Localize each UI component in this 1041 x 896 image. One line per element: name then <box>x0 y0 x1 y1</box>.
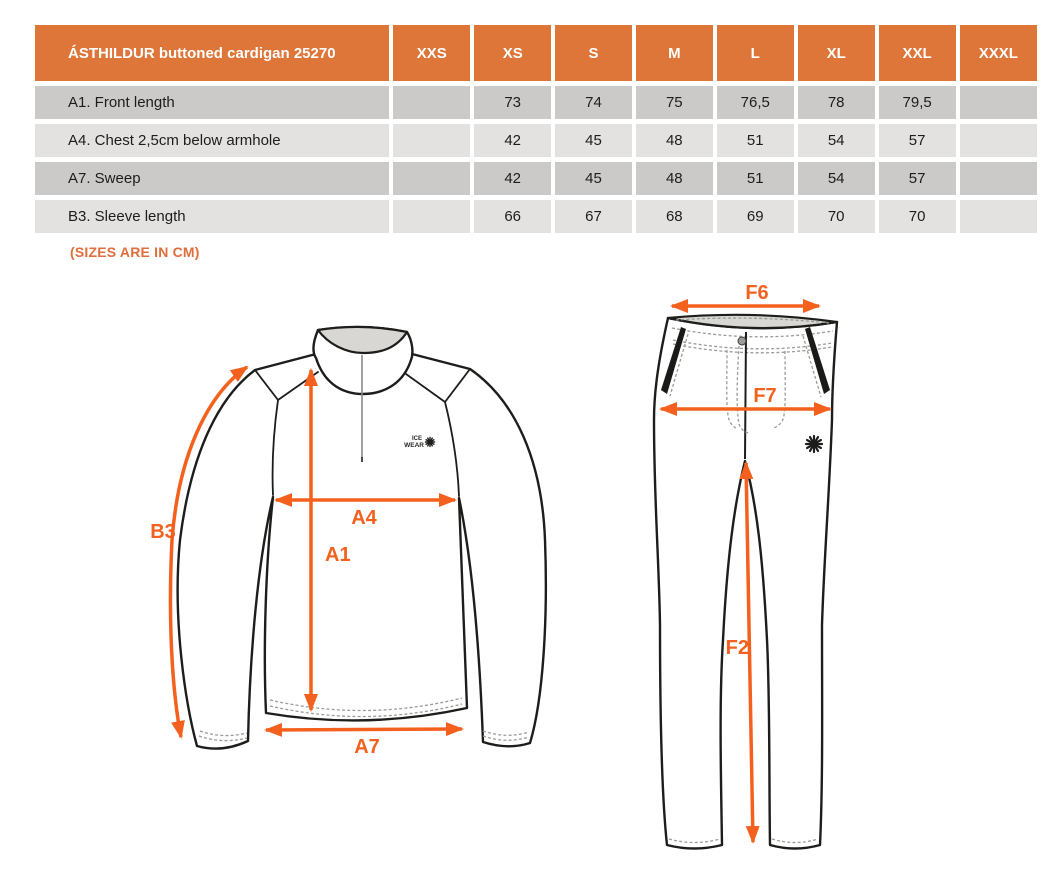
f7-label: F7 <box>753 385 777 407</box>
size-value-cell <box>960 86 1037 119</box>
size-value-cell: 42 <box>474 162 551 195</box>
fly-line <box>745 332 746 459</box>
size-value-cell <box>393 124 470 157</box>
pants-diagram <box>635 280 875 880</box>
row-label: B3. Sleeve length <box>35 200 389 233</box>
size-table <box>31 20 1041 238</box>
size-value-cell: 74 <box>555 86 632 119</box>
size-value-cell: 66 <box>474 200 551 233</box>
size-value-cell: 68 <box>636 200 713 233</box>
size-value-cell: 73 <box>474 86 551 119</box>
b3-label: B3 <box>150 521 176 543</box>
measurement-row <box>35 124 1037 157</box>
size-value-cell: 70 <box>798 200 875 233</box>
size-col-header: M <box>636 25 713 81</box>
size-col-header: XS <box>474 25 551 81</box>
size-value-cell: 45 <box>555 162 632 195</box>
row-label: A1. Front length <box>35 86 389 119</box>
row-label: A4. Chest 2,5cm below armhole <box>35 124 389 157</box>
a1-label: A1 <box>325 544 351 566</box>
size-value-cell <box>393 162 470 195</box>
a4-label: A4 <box>351 507 377 529</box>
sizes-note: (SIZES ARE IN CM) <box>70 244 200 260</box>
brand-logo-text-top: ICE <box>411 436 422 442</box>
size-value-cell: 76,5 <box>717 86 794 119</box>
size-value-cell: 70 <box>879 200 956 233</box>
f6-label: F6 <box>745 282 769 304</box>
size-value-cell <box>960 200 1037 233</box>
size-value-cell: 57 <box>879 162 956 195</box>
a7-label: A7 <box>354 736 380 758</box>
waist-button <box>738 337 746 345</box>
size-col-header: L <box>717 25 794 81</box>
size-value-cell <box>393 200 470 233</box>
size-col-header: XXL <box>879 25 956 81</box>
measurement-row <box>35 86 1037 119</box>
size-value-cell: 69 <box>717 200 794 233</box>
size-value-cell: 51 <box>717 162 794 195</box>
size-value-cell: 45 <box>555 124 632 157</box>
size-col-header: S <box>555 25 632 81</box>
size-value-cell <box>960 124 1037 157</box>
f2-label: F2 <box>725 637 749 659</box>
size-value-cell: 75 <box>636 86 713 119</box>
size-col-header: XXS <box>393 25 470 81</box>
measurement-row <box>35 162 1037 195</box>
a7-arrow <box>266 729 462 730</box>
table-header-row <box>35 25 1037 81</box>
measurement-row <box>35 200 1037 233</box>
row-label: A7. Sweep <box>35 162 389 195</box>
size-value-cell: 67 <box>555 200 632 233</box>
size-value-cell: 51 <box>717 124 794 157</box>
size-value-cell: 78 <box>798 86 875 119</box>
size-col-header: XL <box>798 25 875 81</box>
product-title-cell: ÁSTHILDUR buttoned cardigan 25270 <box>35 25 389 81</box>
size-table-wrapper <box>31 20 1041 238</box>
size-col-header: XXXL <box>960 25 1037 81</box>
brand-logo-text-bottom: WEAR <box>404 442 424 449</box>
size-value-cell: 54 <box>798 124 875 157</box>
cardigan-diagram <box>150 295 580 775</box>
size-value-cell: 57 <box>879 124 956 157</box>
size-value-cell: 79,5 <box>879 86 956 119</box>
size-value-cell: 48 <box>636 162 713 195</box>
size-value-cell: 42 <box>474 124 551 157</box>
size-value-cell: 54 <box>798 162 875 195</box>
size-value-cell <box>960 162 1037 195</box>
size-value-cell: 48 <box>636 124 713 157</box>
size-value-cell <box>393 86 470 119</box>
